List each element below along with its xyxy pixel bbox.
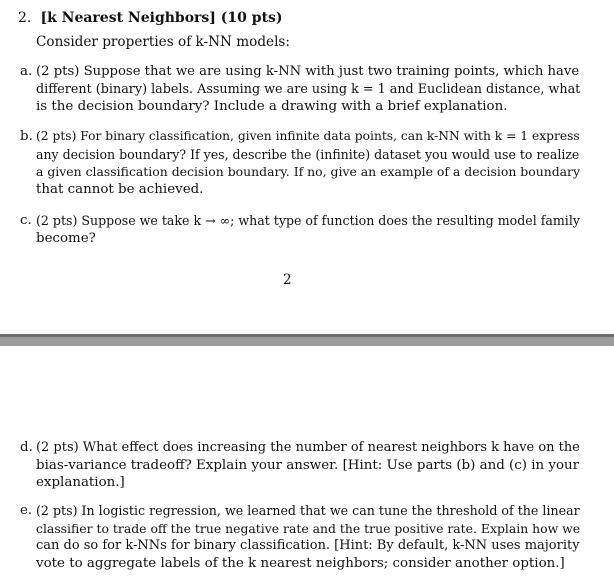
part-text [36,439,580,492]
text-line: any decision boundary? If yes, describe the (infinite) dataset you would use to realize [36,146,580,162]
part-text [36,128,580,198]
question-title: [k Nearest Neighbors] (10 pts) [40,10,283,26]
text-line: become? [36,230,96,246]
part-a [20,63,580,116]
text-line: that cannot be achieved. [36,181,204,197]
part-text [36,502,580,572]
text-line: bias-variance tradeoff? Explain your answer. [Hint: Use parts (b) and (c) in your [36,457,580,473]
text-line: different (binary) labels. Assuming we are using k = 1 and Euclidean distance, what [36,81,581,97]
text-line: a given classification decision boundary. If no, give an example of a decision boundary [36,164,581,180]
page-3 [0,346,614,578]
part-c [20,212,580,247]
part-label: a. [20,64,33,79]
part-label: e. [20,503,33,518]
part-text [36,63,580,116]
part-d [20,439,580,492]
part-text [36,212,580,247]
part-label: d. [20,440,33,455]
text-line: (2 pts) For binary classification, given infinite data points, can k-NN with k = 1 express [36,129,580,143]
text-line: classifier to trade off the true negative rate and the true positive rate. Explain how we [36,520,581,536]
page-divider [0,334,614,346]
page-number: 2 [283,272,292,288]
part-label: c. [20,213,32,228]
question-number: 2. [18,10,32,26]
text-line: (2 pts) What effect does increasing the number of nearest neighbors k have on the [36,440,580,455]
text-line: is the decision boundary? Include a drawing with a brief explanation. [36,99,508,115]
text-line: can do so for k-NNs for binary classification. [Hint: By default, k-NN uses majority [36,538,580,554]
text-line: (2 pts) Suppose that we are using k-NN with just two training points, which have [36,64,580,79]
part-e [20,502,580,572]
question-intro: Consider properties of k-NN models: [36,34,290,50]
text-line: (2 pts) In logistic regression, we learned that we can tune the threshold of the linear [36,503,580,518]
part-b [20,128,580,198]
text-line: (2 pts) Suppose we take k → ∞; what type of function does the resulting model family [36,213,580,228]
part-label: b. [20,129,33,144]
text-line: explanation.] [36,475,125,491]
question-heading [18,9,283,27]
text-line: vote to aggregate labels of the k nearest neighbors; consider another option.] [36,555,565,571]
